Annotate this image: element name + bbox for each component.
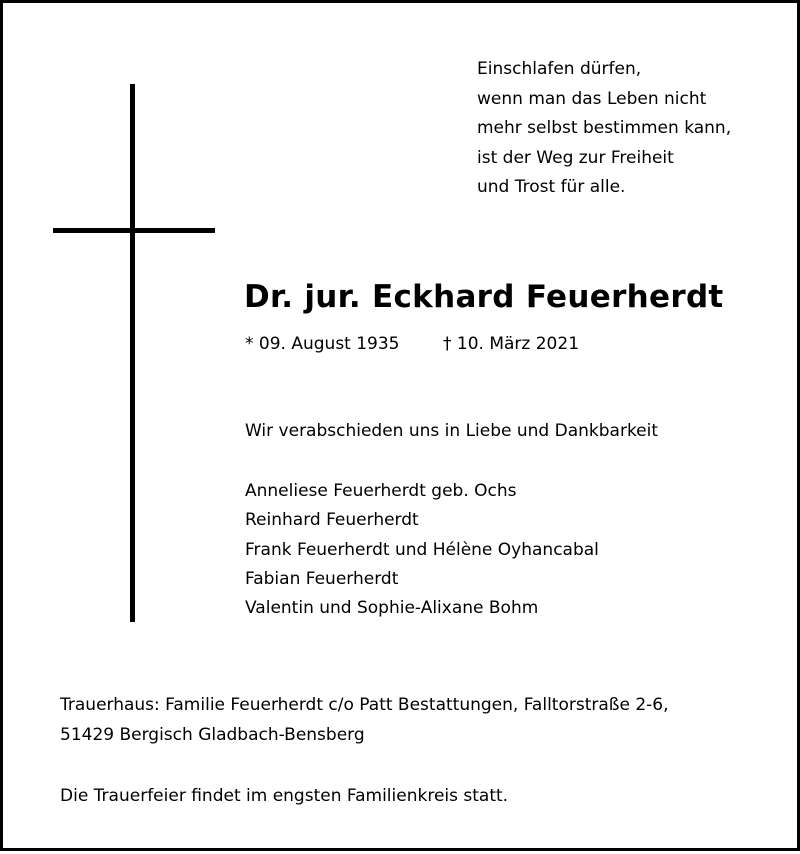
mourning-house-address [60,691,669,750]
poem-line: Einschlafen dürfen, [477,59,642,79]
poem-line: ist der Weg zur Freiheit [477,147,674,168]
family-member: Valentin und Sophie-Alixane Bohm [245,598,539,619]
family-member: Frank Feuerherdt und Hélène Oyhancabal [245,539,599,560]
farewell-text: Wir verabschieden uns in Liebe und Dankbarkeit [245,421,659,441]
family-member: Fabian Feuerherdt [245,568,399,589]
ceremony-note: Die Trauerfeier findet im engsten Familienkreis statt. [60,786,509,806]
birth-date: * 09. August 1935 [245,334,400,354]
cross-horizontal-bar [53,228,215,233]
poem-line: wenn man das Leben nicht [477,88,707,109]
life-dates [245,334,580,354]
poem-line: mehr selbst bestimmen kann, [477,118,732,138]
family-list [245,477,599,623]
death-date: † 10. März 2021 [443,334,580,354]
deceased-name: Dr. jur. Eckhard Feuerherdt [244,279,724,315]
address-line: Trauerhaus: Familie Feuerherdt c/o Patt Bestattungen, Falltorstraße 2-6, [60,695,669,715]
family-member: Anneliese Feuerherdt geb. Ochs [245,481,517,501]
family-member: Reinhard Feuerherdt [245,510,419,531]
cross-vertical-bar [130,84,135,622]
poem [477,55,731,203]
poem-line: und Trost für alle. [477,177,626,197]
address-line: 51429 Bergisch Gladbach-Bensberg [60,724,365,745]
